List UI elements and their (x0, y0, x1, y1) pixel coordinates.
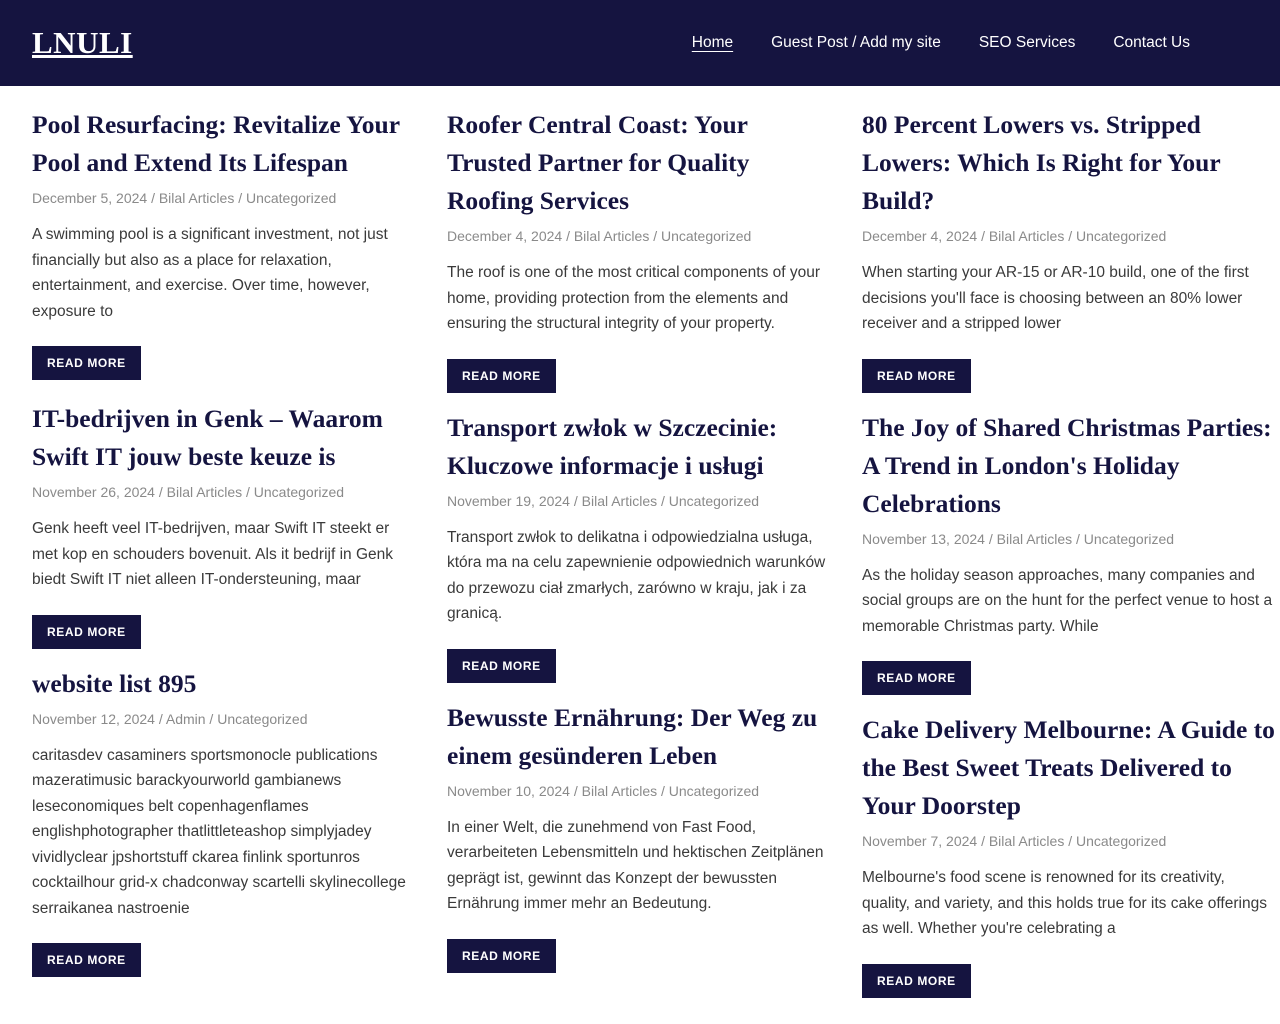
post-meta: November 7, 2024 / Bilal Articles / Uncategorized (862, 833, 1167, 849)
site-header (0, 0, 1280, 86)
read-more-button[interactable]: READ MORE (862, 359, 971, 393)
read-more-button[interactable]: READ MORE (32, 346, 141, 380)
post-card (32, 106, 412, 380)
post-excerpt: Transport zwłok to delikatna i odpowiedzialna usługa, która ma na celu zapewnienie odpowiednich warunków do przewozu ciał zmarłych, zarówno w kraju, jak i za granicą. (447, 528, 826, 622)
post-meta: December 5, 2024 / Bilal Articles / Uncategorized (32, 190, 337, 206)
read-more-button[interactable]: READ MORE (447, 939, 556, 973)
post-meta: November 12, 2024 / Admin / Uncategorized (32, 710, 308, 727)
nav-item-seo-services[interactable]: SEO Services (978, 34, 1076, 51)
post-title[interactable]: Roofer Central Coast: Your Trusted Partner for Quality Roofing Services (447, 110, 750, 215)
read-more-button[interactable]: READ MORE (862, 661, 971, 695)
main-navigation (692, 34, 1248, 52)
post-card (862, 409, 1277, 696)
post-excerpt: Melbourne's food scene is renowned for its creativity, quality, and variety, and this holds true for its cake offerings as well. Whether you're celebrating a (862, 869, 1267, 937)
post-meta: November 19, 2024 / Bilal Articles / Uncategorized (447, 492, 760, 509)
post-meta: November 26, 2024 / Bilal Articles / Uncategorized (32, 484, 345, 500)
post-excerpt: caritasdev casaminers sportsmonocle publications mazeratimusic barackyourworld gambianews leseconomiques belt copenhagenflames englishphotographer thatlittleteashop simplyjadey vividlyclear jpshortstuff ckarea finlink sportunros cocktailhour grid-x chadconway scartelli skylinecollege serraikanea nastroenie (32, 746, 406, 917)
post-title[interactable]: Cake Delivery Melbourne: A Guide to the Best Sweet Treats Delivered to Your Doorstep (862, 715, 1275, 820)
post-meta: November 13, 2024 / Bilal Articles / Uncategorized (862, 530, 1175, 547)
read-more-button[interactable]: READ MORE (32, 943, 141, 977)
post-card (447, 699, 827, 973)
nav-item-guest-post[interactable]: Guest Post / Add my site (771, 34, 941, 51)
post-meta: December 4, 2024 / Bilal Articles / Uncategorized (447, 228, 752, 244)
post-meta: December 4, 2024 / Bilal Articles / Uncategorized (862, 228, 1167, 244)
read-more-button[interactable]: READ MORE (862, 964, 971, 998)
posts-column-1 (32, 106, 447, 1014)
post-title[interactable]: IT-bedrijven in Genk – Waarom Swift IT jouw beste keuze is (32, 404, 383, 471)
post-card (32, 400, 412, 649)
site-logo[interactable]: LNULI (32, 25, 133, 60)
nav-item-home[interactable]: Home (691, 34, 734, 51)
post-title[interactable]: website list 895 (32, 668, 197, 698)
read-more-button[interactable]: READ MORE (32, 615, 141, 649)
nav-item-contact-us[interactable]: Contact Us (1113, 34, 1190, 51)
post-title[interactable]: The Joy of Shared Christmas Parties: A Trend in London's Holiday Celebrations (862, 412, 1272, 518)
post-excerpt: The roof is one of the most critical components of your home, providing protection from the elements and ensuring the structural integrity of your property. (447, 264, 821, 332)
read-more-button[interactable]: READ MORE (447, 359, 556, 393)
post-title[interactable]: 80 Percent Lowers vs. Stripped Lowers: Which Is Right for Your Build? (862, 110, 1221, 215)
posts-grid (0, 106, 1280, 1014)
post-meta: November 10, 2024 / Bilal Articles / Uncategorized (447, 782, 760, 799)
post-title[interactable]: Pool Resurfacing: Revitalize Your Pool and Extend Its Lifespan (32, 110, 400, 177)
post-excerpt: In einer Welt, die zunehmend von Fast Food, verarbeiteten Lebensmitteln und hektischen Zeitplänen geprägt ist, gewinnt das Konzept der bewussten Ernährung immer mehr an Bedeutung. (447, 818, 824, 912)
post-title[interactable]: Bewusste Ernährung: Der Weg zu einem gesünderen Leben (447, 702, 818, 770)
post-card (447, 409, 827, 683)
posts-column-2 (447, 106, 862, 1014)
post-excerpt: Genk heeft veel IT-bedrijven, maar Swift IT steekt er met kop en schouders bovenuit. Als it bedrijf in Genk biedt Swift IT niet alleen IT-ondersteuning, maar (32, 520, 394, 588)
post-excerpt: When starting your AR-15 or AR-10 build, one of the first decisions you'll face is choosing between an 80% lower receiver and a stripped lower (862, 264, 1249, 332)
post-card (862, 711, 1277, 998)
post-card (32, 665, 412, 978)
posts-column-3 (862, 106, 1277, 1014)
read-more-button[interactable]: READ MORE (447, 649, 556, 683)
post-title[interactable]: Transport zwłok w Szczecinie: Kluczowe informacje i usługi (447, 412, 778, 480)
post-excerpt: A swimming pool is a significant investment, not just financially but also as a place for relaxation, entertainment, and exercise. Over time, however, exposure to (32, 226, 388, 320)
post-card (447, 106, 827, 393)
post-card (862, 106, 1277, 393)
post-excerpt: As the holiday season approaches, many companies and social groups are on the hunt for the perfect venue to host a memorable Christmas party. While (862, 566, 1273, 635)
